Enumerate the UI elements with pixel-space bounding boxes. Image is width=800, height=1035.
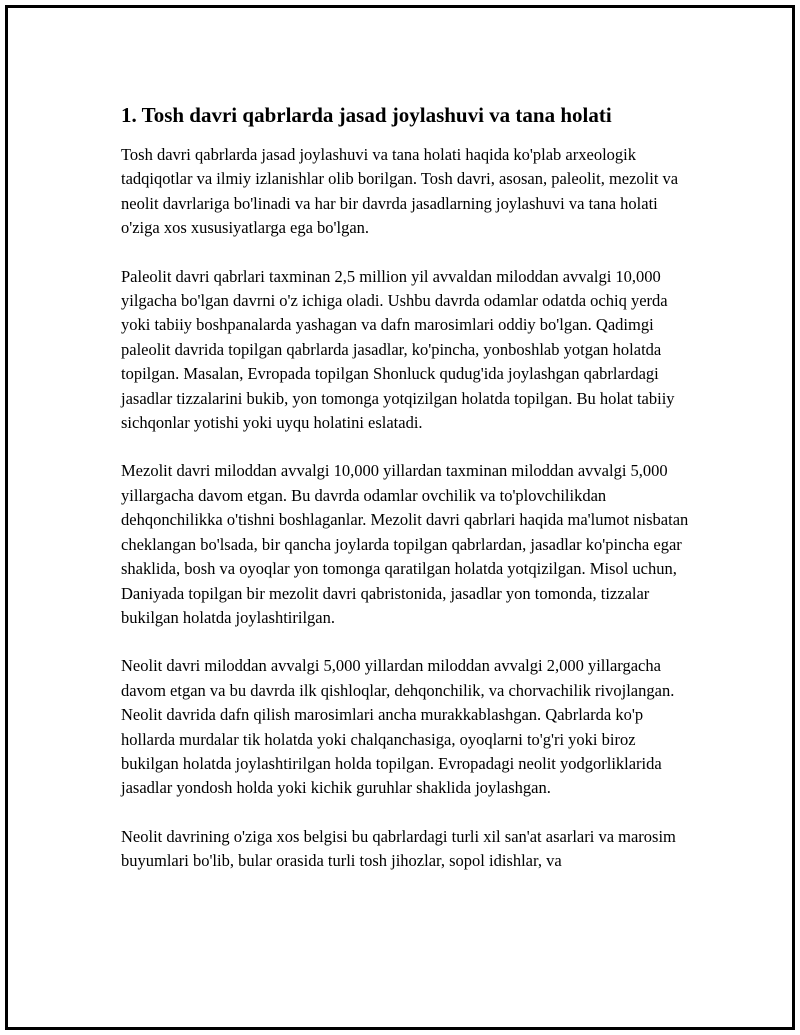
paragraph-neolithic-art: Neolit davrining o'ziga xos belgisi bu qabrlardagi turli xil san'at asarlari va marosim buyumlari bo'lib, bular orasida turli tosh jihozlar, sopol idishlar, va [121,826,676,871]
paragraph-paleolithic: Paleolit davri qabrlari taxminan 2,5 million yil avvaldan miloddan avvalgi 10,000 yilgacha bo'lgan davrni o'z ichiga oladi. Ushbu davrda odamlar odatda ochiq yerda yoki tabiiy boshpanalarda yashagan va dafn marosimlari oddiy bo'lgan. Qadimgi paleolit davrida topilgan qabrlarda jasadlar, ko'pincha, yonboshlab yotgan holatda topilgan. Masalan, Evropada topilgan Shonluck qudug'ida joylashgan qabrlardagi jasadlar tizzalarini bukib, yon tomonga yotqizilgan holatda topilgan. Bu holat tabiiy sichqonlar yotishi yoki uyqu holatini eslatadi. [121,266,675,433]
document-body [121,101,696,874]
section-heading: 1. Tosh davri qabrlarda jasad joylashuvi va tana holati [121,103,612,127]
paragraph-intro: Tosh davri qabrlarda jasad joylashuvi va tana holati haqida ko'plab arxeologik tadqiqotlar va ilmiy izlanishlar olib borilgan. Tosh davri, asosan, paleolit, mezolit va neolit davrlariga bo'linadi va har bir davrda jasadlarning joylashuvi va tana holati o'ziga xos xususiyatlarga ega bo'lgan. [121,145,679,238]
paragraph-mesolithic: Mezolit davri miloddan avvalgi 10,000 yillardan taxminan miloddan avvalgi 5,000 yillargacha davom etgan. Bu davrda odamlar ovchilik va to'plovchilikdan dehqonchilikka o'tishni boshlaganlar. Mezolit davri qabrlari haqida ma'lumot nisbatan cheklangan bo'lsada, bir qancha joylarda topilgan qabrlardan, jasadlar ko'pincha egar shaklida, bosh va oyoqlar yon tomonga qaratilgan holatda yotqizilgan. Misol uchun, Daniyada topilgan bir mezolit davri qabristonida, jasadlar yon tomonda, tizzalar bukilgan holatda joylashtirilgan. [121,461,689,627]
paragraph-neolithic: Neolit davri miloddan avvalgi 5,000 yillardan miloddan avvalgi 2,000 yillargacha davom etgan va bu davrda ilk qishloqlar, dehqonchilik, va chorvachilik rivojlangan. Neolit davrida dafn qilish marosimlari ancha murakkablashgan. Qabrlarda ko'p hollarda murdalar tik holatda yoki chalqanchasiga, oyoqlarni to'g'ri yoki biroz bukilgan holatda joylashtirilgan holda topilgan. Evropadagi neolit yodgorliklarida jasadlar yondosh holda yoki kichik guruhlar shaklida joylashgan. [121,656,675,798]
page-frame [5,5,795,1030]
